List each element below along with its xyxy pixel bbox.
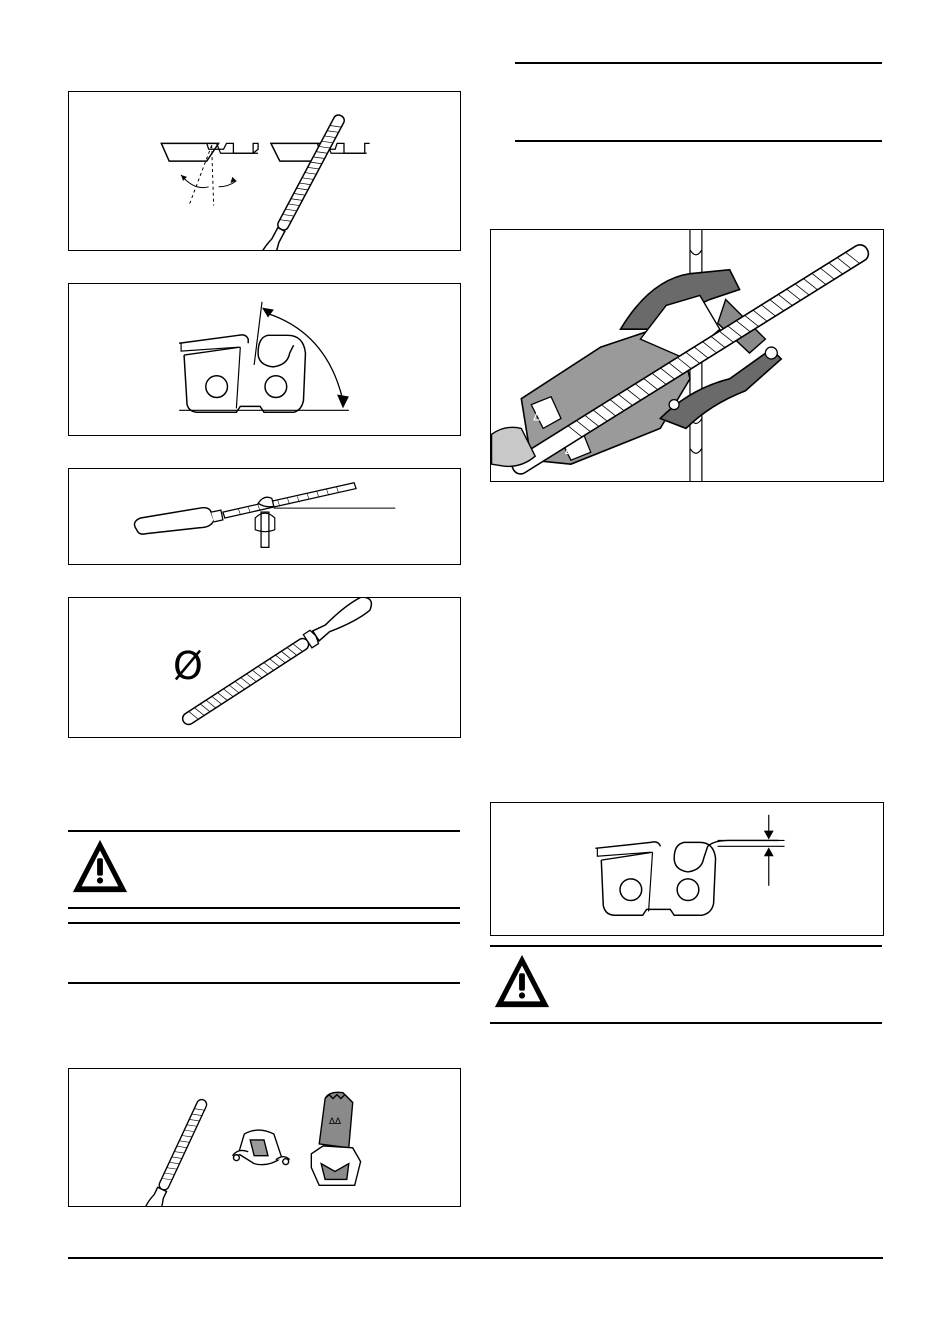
svg-text:∆: ∆	[533, 409, 542, 425]
figure-side-plate-angle	[68, 283, 461, 436]
note-bottom-rule-left	[68, 982, 460, 984]
figure-file-depth-drawing	[69, 469, 460, 564]
figure-sharpening-tools	[68, 1068, 461, 1207]
figure-depth-gauge-setting	[490, 802, 884, 936]
figure-file-depth	[68, 468, 461, 565]
figure-file-diameter	[68, 597, 461, 738]
warning-top-rule-right	[490, 945, 882, 947]
figure-file-holder-in-use-drawing	[491, 230, 883, 481]
svg-text:∆: ∆	[564, 443, 574, 459]
warning-triangle-icon	[490, 951, 554, 1011]
diameter-symbol: Ø	[173, 644, 203, 688]
svg-text:∆∆: ∆∆	[329, 1117, 341, 1128]
figure-sharpening-tools-drawing	[69, 1069, 460, 1206]
figure-depth-gauge-setting-drawing	[491, 803, 883, 935]
note-top-rule-right	[515, 62, 882, 64]
figure-file-diameter-drawing	[69, 598, 460, 737]
figure-side-plate-angle-drawing	[69, 284, 460, 435]
footer-rule	[68, 1257, 883, 1259]
note-bottom-rule-right	[515, 140, 882, 142]
warning-top-rule-left	[68, 830, 460, 832]
figure-top-plate-angle-drawing	[69, 92, 460, 250]
warning-triangle-icon	[68, 836, 132, 896]
figure-top-plate-angle	[68, 91, 461, 251]
warning-bottom-rule-right	[490, 1022, 882, 1024]
figure-file-holder-in-use	[490, 229, 884, 482]
note-top-rule-left	[68, 922, 460, 924]
warning-bottom-rule-left	[68, 907, 460, 909]
